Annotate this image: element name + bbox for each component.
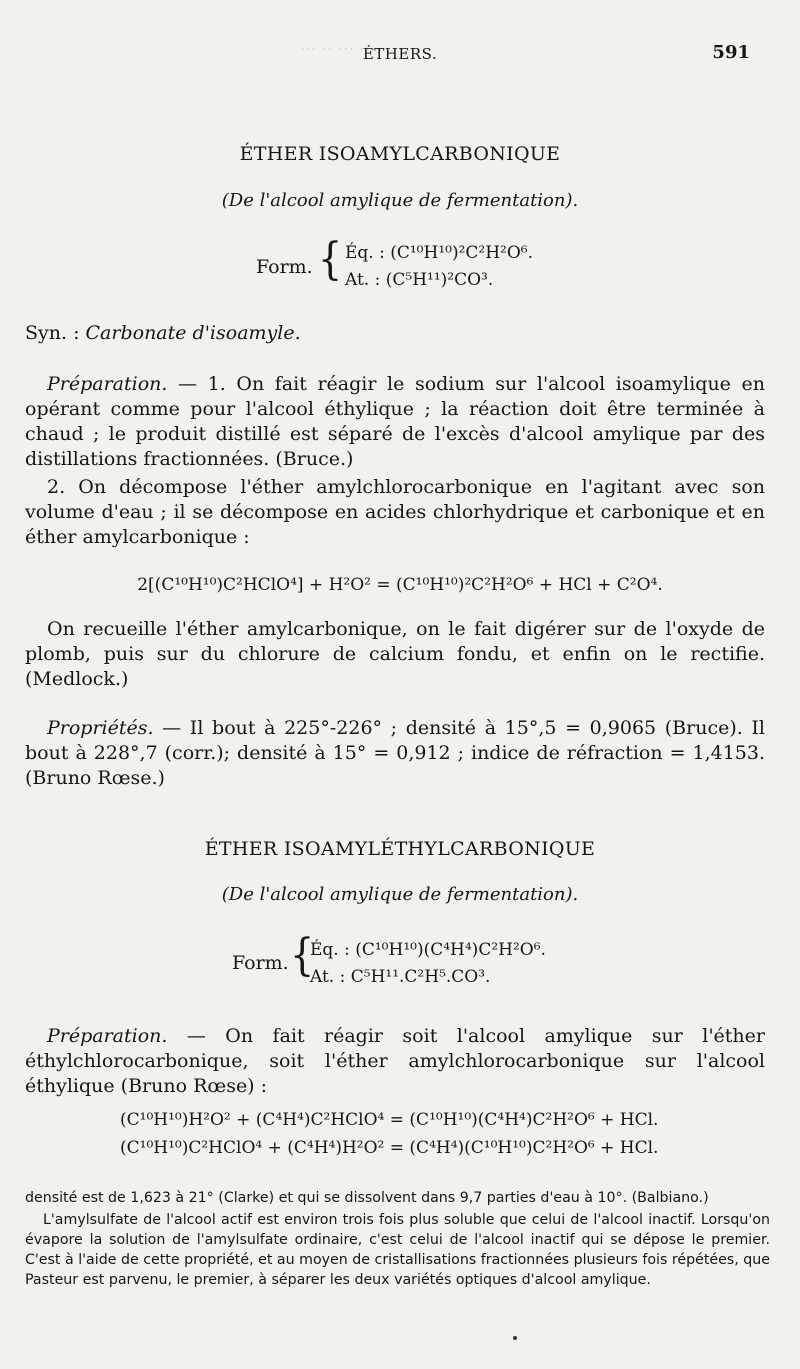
form-label: Form. [256, 256, 313, 278]
properties-lead: Propriétés. [47, 717, 154, 739]
preparation-paragraph-2: 2. On décompose l'éther amylchlorocarbonique en l'agitant avec son volume d'eau ; il se décompose en acides chlorhydrique et carbonique et en éther amylcarbonique : [25, 476, 765, 548]
reaction-equation: 2[(C¹⁰H¹⁰)C²HClO⁴] + H²O² = (C¹⁰H¹⁰)²C²H²O⁶ + HCl + C²O⁴. [137, 575, 663, 595]
preparation-paragraph-1 [25, 372, 765, 472]
section-title-isoamylcarbonique: ÉTHER ISOAMYLCARBONIQUE [239, 143, 561, 165]
formula-equivalent-2: Éq. : (C¹⁰H¹⁰)(C⁴H⁴)C²H²O⁶. [310, 940, 546, 960]
ink-dot [513, 1336, 517, 1340]
properties-paragraph [25, 716, 765, 791]
showthrough-text: ··· ·· ··· ···· [300, 40, 382, 60]
formula-atomic-2: At. : C⁵H¹¹.C²H⁵.CO³. [310, 967, 491, 987]
running-title: ÉTHERS. [362, 45, 438, 63]
preparation-lead: Préparation. [47, 373, 168, 395]
preparation-lead-2: Préparation. [47, 1025, 168, 1047]
formula-atomic: At. : (C⁵H¹¹)²CO³. [345, 270, 494, 290]
brace-glyph-2: { [290, 929, 315, 981]
properties-text: — Il bout à 225°-226° ; densité à 15°,5 = 0,9065 (Bruce). Il bout à 228°,7 (corr.); densité à 15° = 0,912 ; indice de réfraction = 1,4153. (Bruno Rœse.) [25, 717, 765, 789]
reaction-equation-2: (C¹⁰H¹⁰)C²HClO⁴ + (C⁴H⁴)H²O² = (C⁴H⁴)(C¹⁰H¹⁰)C²H²O⁶ + HCl. [120, 1138, 659, 1158]
footnote-paragraph: L'amylsulfate de l'alcool actif est environ trois fois plus soluble que celui de l'alcool inactif. Lorsqu'on évapore la solution de l'amylsulfate ordinaire, c'est celui de l'alcool inactif qui se dépose le premier. C'est à l'aide de cette propriété, et au moyen de cristallisations fractionnées plusieurs fois répétées, que Pasteur est parvenu, le premier, à séparer les deux variétés optiques d'alcool amylique. [25, 1212, 770, 1288]
synonym-label: Syn. : [25, 322, 80, 344]
section-subtitle: (De l'alcool amylique de fermentation). [221, 190, 579, 211]
formula-equivalent: Éq. : (C¹⁰H¹⁰)²C²H²O⁶. [345, 243, 534, 263]
section-title-isoamylethylcarbonique: ÉTHER ISOAMYLÉTHYLCARBONIQUE [204, 838, 596, 860]
section-subtitle-2: (De l'alcool amylique de fermentation). [221, 884, 579, 905]
preparation-paragraph-section2 [25, 1024, 765, 1099]
synonym-value: Carbonate d'isoamyle. [85, 322, 301, 344]
synonym-line [25, 322, 301, 344]
footnote-line: densité est de 1,623 à 21° (Clarke) et qui se dissolvent dans 9,7 parties d'eau à 10°. (Balbiano.) [25, 1190, 709, 1206]
page-number: 591 [712, 42, 750, 63]
preparation-text-2: — On fait réagir soit l'alcool amylique sur l'éther éthylchlorocarbonique, soit l'éther amylchlorocarbonique sur l'alcool éthylique (Bruno Rœse) : [25, 1025, 765, 1097]
reaction-equation-1: (C¹⁰H¹⁰)H²O² + (C⁴H⁴)C²HClO⁴ = (C¹⁰H¹⁰)(C⁴H⁴)C²H²O⁶ + HCl. [120, 1110, 659, 1130]
form-label-2: Form. [232, 952, 289, 974]
brace-glyph: { [318, 233, 343, 285]
purification-paragraph: On recueille l'éther amylcarbonique, on le fait digérer sur de l'oxyde de plomb, puis sur du chlorure de calcium fondu, et enfin on le rectifie. (Medlock.) [25, 618, 765, 690]
preparation-text: — 1. On fait réagir le sodium sur l'alcool isoamylique en opérant comme pour l'alcool éthylique ; la réaction doit être terminée à chaud ; le produit distillé est séparé de l'excès d'alcool amylique par des distillations fractionnées. (Bruce.) [25, 373, 765, 470]
